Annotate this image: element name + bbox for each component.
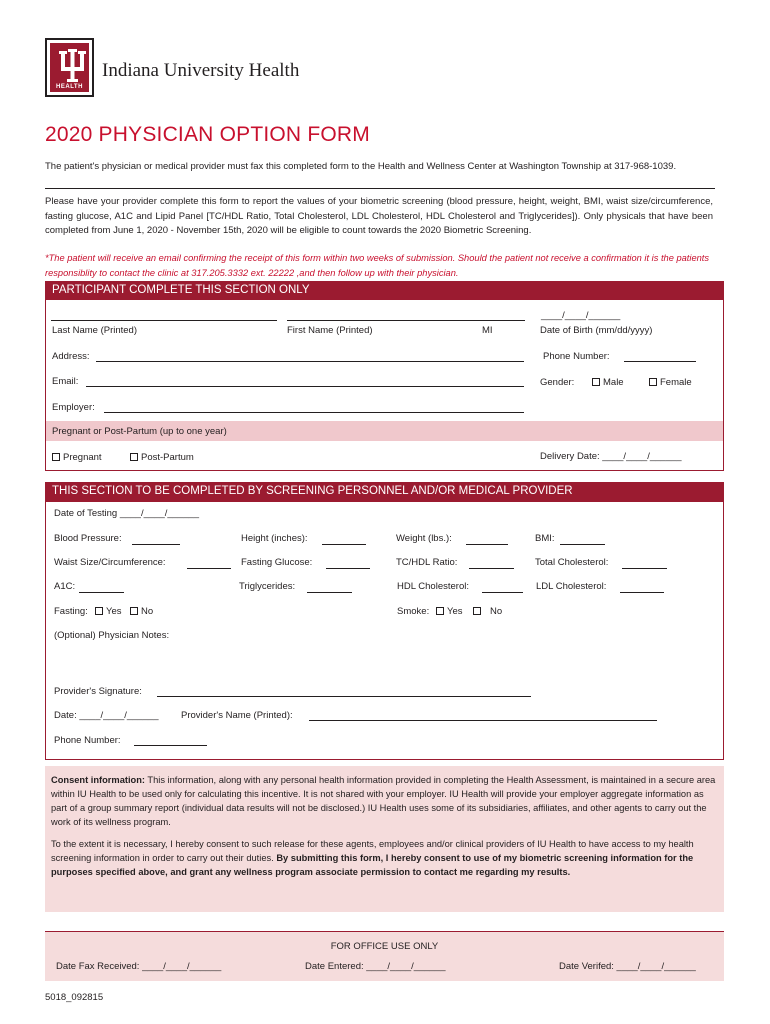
office-use-heading: FOR OFFICE USE ONLY — [330, 941, 439, 952]
pregnant-heading: Pregnant or Post-Partum (up to one year) — [52, 426, 227, 437]
email-field[interactable] — [86, 386, 524, 387]
gender-female-option[interactable] — [649, 377, 692, 388]
smoke-no-checkbox[interactable] — [473, 607, 481, 615]
fasting-no-label: No — [141, 606, 154, 617]
trident-icon — [55, 49, 90, 85]
fasting-yes-option[interactable] — [95, 606, 122, 617]
bmi-label: BMI: — [535, 533, 555, 544]
physician-notes-area[interactable] — [54, 643, 714, 683]
hdl-cholesterol-label: HDL Cholesterol: — [397, 581, 469, 592]
delivery-date-field[interactable]: Delivery Date: ____/____/______ — [540, 451, 682, 462]
fasting-yes-checkbox[interactable] — [95, 607, 103, 615]
participant-heading: PARTICIPANT COMPLETE THIS SECTION ONLY — [46, 282, 723, 300]
iu-health-logo — [45, 38, 94, 97]
pregnant-option[interactable] — [52, 452, 102, 463]
triglycerides-field[interactable] — [307, 592, 352, 593]
instructions-paragraph: Please have your provider complete this form to report the values of your biometric screening (blood pressure, height, weight, BMI, waist size/circumference, fasting glucose, A1C and Lipid Panel [TC/HDL Ratio, Total Cholesterol, LDL Cholesterol, HDL Cholesterol and Triglycerides]). Only physicals that have been completed from June 1, 2020 - November 15th, 2020 will be eligible to count towards the 2020 Biometric Screening. — [45, 196, 713, 236]
address-field[interactable] — [96, 361, 524, 362]
smoke-yes-option[interactable] — [436, 606, 463, 617]
hdl-cholesterol-field[interactable] — [482, 592, 523, 593]
provider-name-field[interactable] — [309, 720, 657, 721]
fasting-label: Fasting: — [54, 606, 88, 617]
first-name-label: First Name (Printed) — [287, 325, 373, 336]
provider-signature-label: Provider's Signature: — [54, 686, 142, 697]
weight-label: Weight (lbs.): — [396, 533, 452, 544]
fasting-no-option[interactable] — [130, 606, 153, 617]
fasting-no-checkbox[interactable] — [130, 607, 138, 615]
gender-label: Gender: — [540, 377, 575, 388]
fasting-glucose-label: Fasting Glucose: — [241, 557, 313, 568]
waist-label: Waist Size/Circumference: — [54, 557, 166, 568]
pregnant-checkbox[interactable] — [52, 453, 60, 461]
fasting-glucose-field[interactable] — [326, 568, 370, 569]
provider-phone-field[interactable] — [134, 745, 207, 746]
office-use-panel — [45, 931, 724, 981]
date-of-testing-field[interactable]: Date of Testing ____/____/______ — [54, 508, 200, 519]
tc-hdl-label: TC/HDL Ratio: — [396, 557, 458, 568]
pregnant-label: Pregnant — [63, 452, 102, 463]
smoke-no-label: No — [490, 606, 503, 617]
date-entered-field[interactable]: Date Entered: ____/____/______ — [305, 961, 446, 972]
smoke-yes-label: Yes — [447, 606, 463, 617]
divider — [45, 188, 715, 189]
consent-label: Consent information: — [51, 775, 145, 785]
female-checkbox[interactable] — [649, 378, 657, 386]
email-label: Email: — [52, 376, 79, 387]
total-cholesterol-field[interactable] — [622, 568, 667, 569]
mi-field[interactable] — [480, 320, 525, 321]
confirmation-notice: *The patient will receive an email confirming the receipt of this form within two weeks of submission. Should the patient not receive a confirmation it is the patients responsiblity to contact the clinic at 317.205.3332 ext. 22222 ,and then follow up with their physician. — [45, 253, 710, 278]
phone-label: Phone Number: — [543, 351, 610, 362]
height-label: Height (inches): — [241, 533, 308, 544]
ldl-cholesterol-label: LDL Cholesterol: — [536, 581, 607, 592]
address-label: Address: — [52, 351, 90, 362]
consent-paragraph-1 — [51, 773, 718, 829]
form-code: 5018_092815 — [45, 992, 104, 1003]
weight-field[interactable] — [466, 544, 508, 545]
consent-panel — [45, 766, 724, 912]
gender-male-option[interactable] — [592, 377, 624, 388]
consent-text-1: This information, along with any personal health information provided in completing the Health Assessment, is maintained in a secure area within IU Health to be used only for calculating this incentive. It is not shared with your employer. IU Health will provide your employer aggregate information as part of a group summary report (individual data results will not be disclosed.) IU Health uses some of its subsidiaries, affiliates, and other agents to carry out the work of its wellness program. — [51, 775, 716, 827]
provider-phone-label: Phone Number: — [54, 735, 121, 746]
employer-label: Employer: — [52, 402, 95, 413]
post-partum-option[interactable] — [130, 452, 194, 463]
provider-signature-field[interactable] — [157, 696, 531, 697]
fasting-yes-label: Yes — [106, 606, 122, 617]
consent-paragraph-2 — [51, 837, 718, 879]
blood-pressure-label: Blood Pressure: — [54, 533, 122, 544]
consent-text-2: To the extent it is necessary, I hereby consent to such release for these agents, employees and/or clinical providers of IU Health to have access to my health screening information in order to carry out their duties. — [51, 839, 694, 863]
screening-heading: THIS SECTION TO BE COMPLETED BY SCREENING PERSONNEL AND/OR MEDICAL PROVIDER — [46, 483, 723, 501]
female-label: Female — [660, 377, 692, 388]
smoke-label: Smoke: — [397, 606, 430, 617]
triglycerides-label: Triglycerides: — [239, 581, 296, 592]
page-title: 2020 PHYSICIAN OPTION FORM — [45, 123, 370, 146]
dob-label: Date of Birth (mm/dd/yyyy) — [540, 325, 653, 336]
a1c-label: A1C: — [54, 581, 76, 592]
bmi-field[interactable] — [560, 544, 605, 545]
brand-name: Indiana University Health — [102, 60, 300, 81]
tc-hdl-field[interactable] — [469, 568, 514, 569]
screening-section — [45, 482, 724, 760]
total-cholesterol-label: Total Cholesterol: — [535, 557, 609, 568]
blood-pressure-field[interactable] — [132, 544, 180, 545]
post-partum-label: Post-Partum — [141, 452, 194, 463]
provider-date-field[interactable]: Date: ____/____/______ — [54, 710, 159, 721]
dob-field[interactable]: ____/____/______ — [541, 310, 621, 321]
logo-text: HEALTH — [56, 84, 83, 90]
smoke-yes-checkbox[interactable] — [436, 607, 444, 615]
consent-agreement: By submitting this form, I hereby consent to use of my biometric screening information for the purposes specified above, and grant any wellness program associate permission to contact me regarding my results. — [51, 853, 694, 877]
provider-name-label: Provider's Name (Printed): — [181, 710, 293, 721]
last-name-label: Last Name (Printed) — [52, 325, 138, 336]
date-verified-field[interactable]: Date Verifed: ____/____/______ — [559, 961, 696, 972]
male-label: Male — [603, 377, 624, 388]
first-name-field[interactable] — [287, 320, 480, 321]
participant-section — [45, 281, 724, 471]
post-partum-checkbox[interactable] — [130, 453, 138, 461]
height-field[interactable] — [322, 544, 366, 545]
mi-label: MI — [482, 325, 493, 336]
physician-notes-label: (Optional) Physician Notes: — [54, 630, 170, 641]
ldl-cholesterol-field[interactable] — [620, 592, 664, 593]
smoke-no-option[interactable] — [473, 606, 502, 617]
waist-field[interactable] — [187, 568, 231, 569]
last-name-field[interactable] — [51, 320, 277, 321]
a1c-field[interactable] — [79, 592, 124, 593]
male-checkbox[interactable] — [592, 378, 600, 386]
date-fax-received-field[interactable]: Date Fax Received: ____/____/______ — [56, 961, 222, 972]
employer-field[interactable] — [104, 412, 524, 413]
section-rule — [46, 501, 723, 502]
fax-instructions: The patient's physician or medical provider must fax this completed form to the Health and Wellness Center at Washington Township at 317-968-1039. — [45, 161, 677, 172]
phone-field[interactable] — [624, 361, 696, 362]
